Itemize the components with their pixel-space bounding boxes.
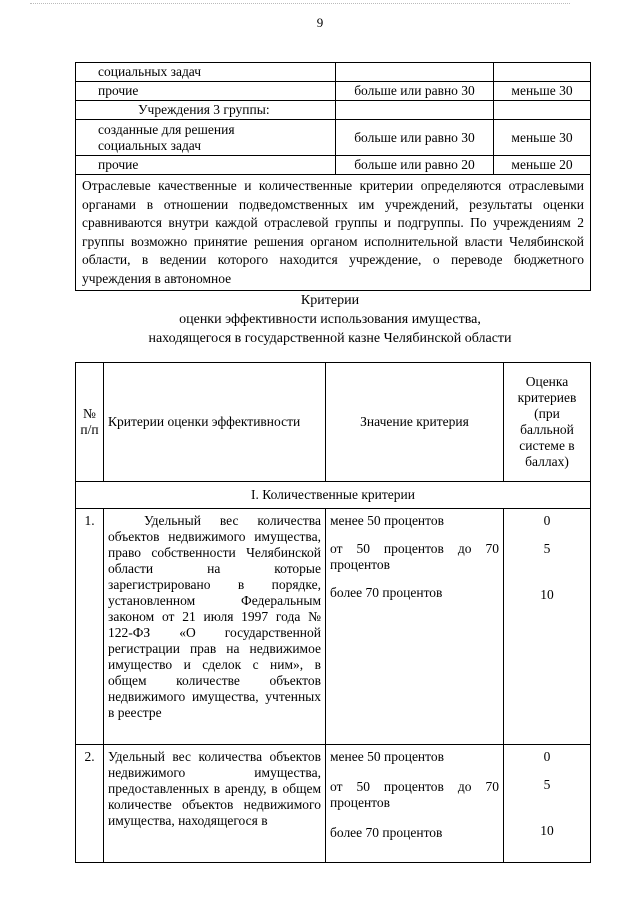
score-value: 10 <box>540 587 554 602</box>
score-cell <box>504 509 591 745</box>
score-value: 10 <box>540 823 554 838</box>
note-paragraph: Отраслевые качественные и количественные критерии определяются отраслевыми органами в отношении подведомственных им учреждений, результаты оценки сравниваются внутри каждой отраслевой группы и подгруппы. По учреждениям 2 группы возможно принятие решения органом исполнительной власти Челябинской области, в ведении которого находится учреждение, о переводе бюджетного учреждения в автономное <box>76 175 591 291</box>
score-value: 5 <box>543 541 551 556</box>
threshold-cell: больше или равно 20 <box>336 156 494 175</box>
header-num: № п/п <box>76 363 104 482</box>
value-option: от 50 процентов до 70 процентов <box>330 541 499 572</box>
header-score: Оценка критериев (при балльной системе в баллах) <box>504 363 591 482</box>
table-row <box>76 509 591 745</box>
efficiency-criteria-table <box>75 362 591 863</box>
section-title-line: находящегося в государственной казне Челябинской области <box>148 331 512 346</box>
row-number: 1. <box>76 509 104 745</box>
table-row <box>76 63 591 82</box>
empty-cell <box>494 101 591 120</box>
table-row <box>76 82 591 101</box>
section-heading: I. Количественные критерии <box>76 482 591 509</box>
group-name-cell: прочие <box>76 156 336 175</box>
threshold-cell: больше или равно 30 <box>336 120 494 156</box>
score-cell <box>504 745 591 863</box>
header-criteria: Критерии оценки эффективности <box>104 363 326 482</box>
section-title-line: оценки эффективности использования имущества, <box>179 312 481 327</box>
value-option: более 70 процентов <box>330 585 443 600</box>
table-row <box>76 175 591 291</box>
group-name-line: созданные для решения <box>98 121 235 137</box>
score-value: 5 <box>543 777 551 792</box>
table-row <box>76 745 591 863</box>
value-option: от 50 процентов до 70 процентов <box>330 779 499 810</box>
empty-cell <box>336 101 494 120</box>
group-name-cell: прочие <box>76 82 336 101</box>
value-cell <box>326 509 504 745</box>
section-title-line: Критерии <box>300 293 360 308</box>
section-title <box>0 291 640 348</box>
page-number: 9 <box>316 15 324 30</box>
value-option: менее 50 процентов <box>330 513 445 528</box>
row-number: 2. <box>76 745 104 863</box>
threshold-cell: меньше 30 <box>494 120 591 156</box>
threshold-cell <box>336 63 494 82</box>
threshold-cell: меньше 20 <box>494 156 591 175</box>
score-value: 0 <box>543 513 551 528</box>
threshold-cell: меньше 30 <box>494 82 591 101</box>
threshold-cell: больше или равно 30 <box>336 82 494 101</box>
group-name-cell: социальных задач <box>76 63 336 82</box>
group-name-line: социальных задач <box>98 137 202 153</box>
section-row <box>76 482 591 509</box>
header-value: Значение критерия <box>326 363 504 482</box>
table-row <box>76 120 591 156</box>
group-name-cell <box>76 120 336 156</box>
table-row <box>76 156 591 175</box>
value-option: менее 50 процентов <box>330 749 445 764</box>
criterion-text: Удельный вес количества объектов недвижимого имущества, право собственности Челябинской области на которые зарегистрировано в порядке, установленном Федеральным законом от 21 июля 1997 года № 122-ФЗ «О государственной регистрации прав на недвижимое имущество и сделок с ним», в общем количестве объектов недвижимого имущества, учтенных в реестре <box>104 509 326 745</box>
criterion-text: Удельный вес количества объектов недвижимого имущества, предоставленных в аренду, в общем количестве объектов недвижимого имущества, находящегося в <box>104 745 326 863</box>
value-option: более 70 процентов <box>330 825 443 840</box>
scan-artifact-line <box>30 3 570 5</box>
group-criteria-table-continued <box>75 62 591 291</box>
table-row <box>76 101 591 120</box>
group-3-header: Учреждения 3 группы: <box>76 101 336 120</box>
value-cell <box>326 745 504 863</box>
table-header-row <box>76 363 591 482</box>
threshold-cell <box>494 63 591 82</box>
score-value: 0 <box>543 749 551 764</box>
